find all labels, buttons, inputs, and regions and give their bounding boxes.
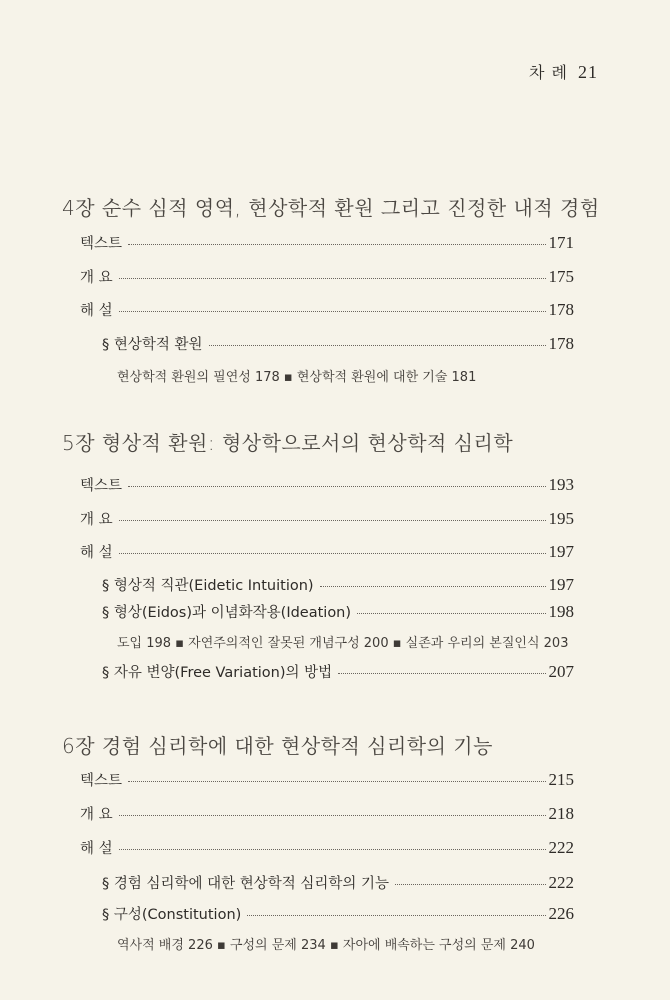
running-header <box>529 60 598 83</box>
dot-leader <box>128 781 545 782</box>
header-title: 차 례 <box>529 63 568 82</box>
dot-leader <box>247 915 545 916</box>
dot-leader <box>119 849 546 850</box>
toc-subtopics: 역사적 배경 226 ▪ 구성의 문제 234 ▪ 자아에 배속하는 구성의 문제 240 <box>117 938 535 953</box>
toc-entry[interactable]: § 자유 변양(Free Variation)의 방법 207 <box>102 662 574 681</box>
dot-leader <box>119 553 546 554</box>
dot-leader <box>338 673 545 674</box>
toc-subtopics: 도입 198 ▪ 자연주의적인 잘못된 개념구성 200 ▪ 실존과 우리의 본질인식 203 <box>117 636 569 651</box>
toc-entry[interactable]: 해 설 178 <box>80 300 574 319</box>
toc-entry[interactable]: 텍스트 171 <box>80 233 574 252</box>
toc-entry[interactable]: § 현상학적 환원 178 <box>102 334 574 353</box>
dot-leader <box>119 520 546 521</box>
chapter-title: 4장 순수 심적 영역, 현상학적 환원 그리고 진정한 내적 경험 <box>62 196 600 220</box>
toc-subtopics: 현상학적 환원의 필연성 178 ▪ 현상학적 환원에 대한 기술 181 <box>117 370 477 385</box>
toc-entry[interactable]: 해 설 197 <box>80 542 574 561</box>
toc-entry[interactable]: 텍스트 215 <box>80 770 574 789</box>
dot-leader <box>395 884 545 885</box>
toc-entry[interactable]: 개 요 218 <box>80 804 574 823</box>
toc-entry[interactable]: § 구성(Constitution) 226 <box>102 904 574 923</box>
chapter-title: 6장 경험 심리학에 대한 현상학적 심리학의 기능 <box>62 734 493 758</box>
toc-entry[interactable]: § 경험 심리학에 대한 현상학적 심리학의 기능 222 <box>102 873 574 892</box>
toc-entry[interactable]: § 형상(Eidos)과 이념화작용(Ideation) 198 <box>102 602 574 621</box>
dot-leader <box>119 278 546 279</box>
chapter-title: 5장 형상적 환원: 형상학으로서의 현상학적 심리학 <box>62 431 514 455</box>
dot-leader <box>209 345 546 346</box>
dot-leader <box>128 486 545 487</box>
dot-leader <box>357 613 545 614</box>
toc-entry[interactable]: 해 설 222 <box>80 838 574 857</box>
toc-entry[interactable]: 개 요 175 <box>80 267 574 286</box>
toc-entry[interactable]: 개 요 195 <box>80 509 574 528</box>
toc-entry[interactable]: 텍스트 193 <box>80 475 574 494</box>
dot-leader <box>128 244 545 245</box>
dot-leader <box>119 815 546 816</box>
toc-entry[interactable]: § 형상적 직관(Eidetic Intuition) 197 <box>102 575 574 594</box>
page-number: 21 <box>578 62 598 82</box>
dot-leader <box>119 311 546 312</box>
dot-leader <box>320 586 546 587</box>
